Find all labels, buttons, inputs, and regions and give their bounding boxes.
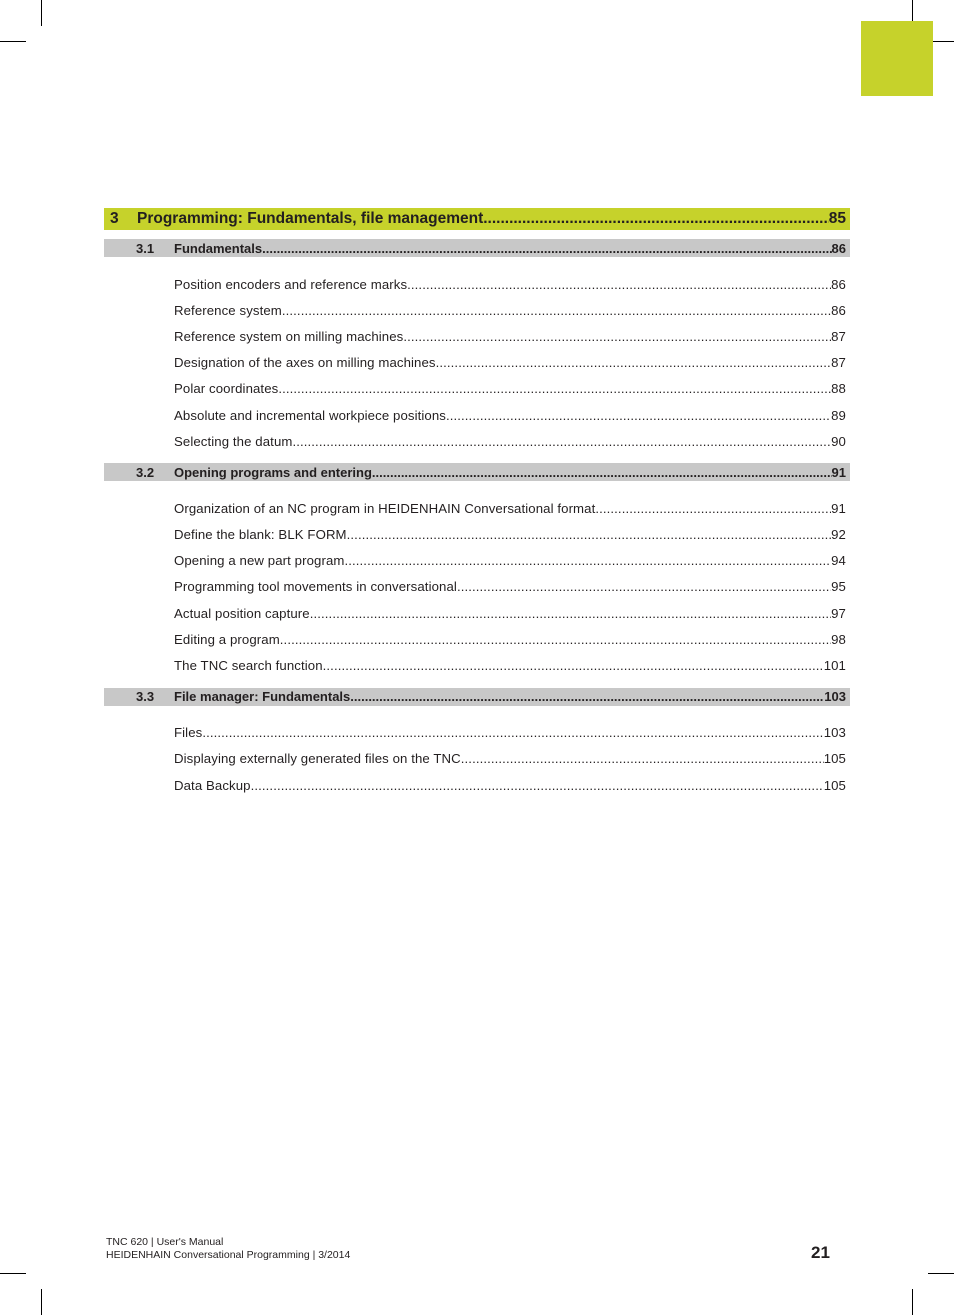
- entry-title: Reference system on milling machines: [174, 328, 404, 344]
- entry-page: 86: [831, 302, 846, 318]
- chapter-number: 3: [110, 210, 119, 227]
- page-footer: [106, 1236, 350, 1262]
- entry-title: Reference system: [174, 302, 282, 318]
- toc-entry[interactable]: [174, 297, 846, 323]
- entry-title: Editing a program: [174, 631, 280, 647]
- toc-entry[interactable]: [174, 402, 846, 428]
- crop-mark: [0, 41, 26, 42]
- section-page: 91: [831, 464, 846, 480]
- entry-page: 98: [831, 631, 846, 647]
- chapter-heading[interactable]: [104, 208, 850, 230]
- entry-title: Data Backup: [174, 777, 251, 793]
- section-number: 3.3: [136, 689, 155, 705]
- entry-page: 87: [831, 328, 846, 344]
- toc-entry[interactable]: [174, 652, 846, 678]
- crop-mark: [0, 1273, 26, 1274]
- section-heading[interactable]: [104, 239, 850, 257]
- section-title: File manager: Fundamentals: [174, 689, 351, 705]
- entry-page: 103: [823, 725, 846, 741]
- footer-subtitle: HEIDENHAIN Conversational Programming | 3/2014: [106, 1249, 351, 1261]
- entry-title: Selecting the datum: [174, 433, 293, 449]
- section-number: 3.2: [136, 464, 155, 480]
- toc-entry[interactable]: [174, 626, 846, 652]
- entry-page: 87: [831, 355, 846, 371]
- crop-mark: [41, 1289, 42, 1315]
- entry-page: 97: [831, 605, 846, 621]
- table-of-contents: [104, 208, 850, 798]
- entry-title: Actual position capture: [174, 605, 310, 621]
- toc-entry[interactable]: [174, 428, 846, 454]
- footer-manual-title: TNC 620 | User's Manual: [106, 1236, 224, 1248]
- chapter-tab-marker: [861, 21, 933, 96]
- entry-page: 105: [823, 751, 846, 767]
- entry-title: Programming tool movements in conversational: [174, 579, 457, 595]
- toc-entry[interactable]: [174, 574, 846, 600]
- crop-mark: [928, 1273, 954, 1274]
- toc-entry[interactable]: [174, 746, 846, 772]
- toc-entry[interactable]: [174, 495, 846, 521]
- crop-mark: [912, 1289, 913, 1315]
- entry-title: Files: [174, 725, 203, 741]
- section-title: Fundamentals: [174, 240, 263, 256]
- section-page: 103: [824, 689, 846, 705]
- entry-title: Organization of an NC program in HEIDENHAIN Conversational format: [174, 500, 596, 516]
- entry-title: Define the blank: BLK FORM: [174, 527, 347, 543]
- entry-title: The TNC search function: [174, 658, 323, 674]
- page-number: 21: [811, 1243, 830, 1262]
- entry-title: Designation of the axes on milling machines: [174, 355, 436, 371]
- section-title: Opening programs and entering: [174, 464, 372, 480]
- toc-entry[interactable]: [174, 271, 846, 297]
- toc-entry[interactable]: [174, 350, 846, 376]
- entry-title: Opening a new part program: [174, 553, 345, 569]
- entry-title: Displaying externally generated files on the TNC: [174, 751, 461, 767]
- entry-page: 105: [823, 777, 846, 793]
- toc-entry[interactable]: [174, 548, 846, 574]
- section-heading[interactable]: [104, 463, 850, 481]
- entry-page: 91: [831, 500, 846, 516]
- toc-entry[interactable]: [174, 522, 846, 548]
- entry-title: Position encoders and reference marks: [174, 276, 408, 292]
- entry-page: 89: [831, 407, 846, 423]
- entry-page: 95: [831, 579, 846, 595]
- toc-entry[interactable]: [174, 600, 846, 626]
- chapter-title: Programming: Fundamentals, file management: [137, 210, 484, 227]
- entry-page: 92: [831, 527, 846, 543]
- section-number: 3.1: [136, 240, 155, 256]
- toc-entry[interactable]: [174, 323, 846, 349]
- crop-mark: [41, 0, 42, 26]
- entry-page: 90: [831, 433, 846, 449]
- entry-title: Polar coordinates: [174, 381, 279, 397]
- chapter-page: 85: [828, 210, 846, 227]
- toc-entry[interactable]: [174, 720, 846, 746]
- entry-page: 94: [831, 553, 846, 569]
- toc-entry[interactable]: [174, 772, 846, 798]
- entry-page: 86: [831, 276, 846, 292]
- toc-entry[interactable]: [174, 376, 846, 402]
- entry-title: Absolute and incremental workpiece positions: [174, 407, 446, 423]
- entry-page: 88: [831, 381, 846, 397]
- section-page: 86: [831, 240, 846, 256]
- entry-page: 101: [823, 658, 846, 674]
- section-heading[interactable]: [104, 688, 850, 706]
